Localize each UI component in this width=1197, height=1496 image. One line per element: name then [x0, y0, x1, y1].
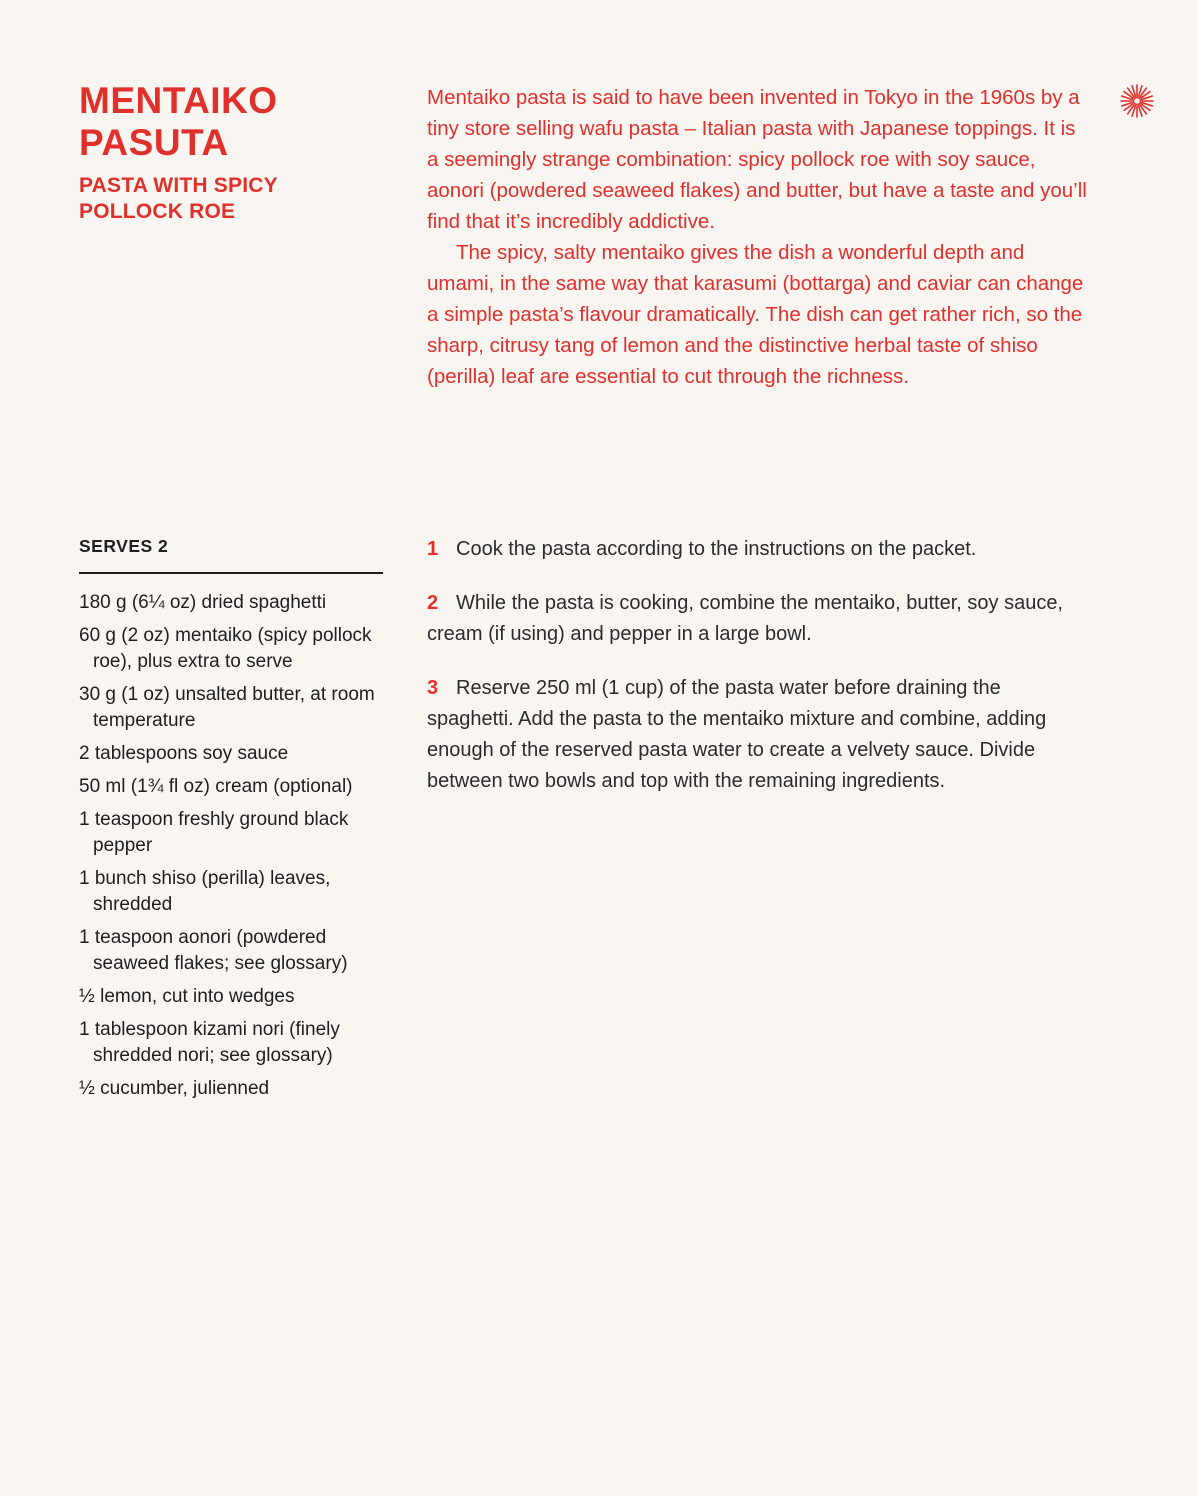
ingredient-item: 1 tablespoon kizami nori (finely shredded nori; see glossary) [79, 1019, 340, 1066]
step-number: 2 [427, 592, 439, 614]
ingredient-item: 1 teaspoon freshly ground black pepper [79, 809, 349, 856]
step-text: While the pasta is cooking, combine the mentaiko, butter, soy sauce, cream (if using) and pepper in a large bowl. [427, 592, 1063, 645]
ingredient-item: 180 g (6¼ oz) dried spaghetti [79, 592, 327, 613]
intro-paragraph: The spicy, salty mentaiko gives the dish a wonderful depth and umami, in the same way that karasumi (bottarga) and caviar can change a simple pasta’s flavour dramatically. The dish can get rather rich, so the sharp, citrusy tang of lemon and the distinctive herbal taste of shiso (perilla) leaf are essential to cut through the richness. [427, 241, 1084, 388]
ingredient-item: ½ lemon, cut into wedges [79, 986, 295, 1007]
recipe-subtitle-line: POLLOCK ROE [79, 200, 236, 223]
starburst-icon [1120, 84, 1154, 118]
ingredient-item: 1 teaspoon aonori (powdered seaweed flakes; see glossary) [79, 927, 348, 974]
method-step [427, 588, 1077, 650]
ingredient-item: ½ cucumber, julienned [79, 1078, 270, 1099]
ingredient-list [79, 590, 389, 1109]
method-steps [427, 534, 1077, 820]
step-text: Cook the pasta according to the instructions on the packet. [456, 538, 977, 560]
serves-label: SERVES 2 [79, 536, 169, 556]
ingredient-item: 2 tablespoons soy sauce [79, 743, 289, 764]
step-number: 3 [427, 677, 439, 699]
recipe-subtitle [79, 173, 379, 225]
divider [79, 572, 383, 574]
ingredient-item: 50 ml (1¾ fl oz) cream (optional) [79, 776, 353, 797]
ingredient-item: 60 g (2 oz) mentaiko (spicy pollock roe), plus extra to serve [79, 625, 372, 672]
ingredient-item: 30 g (1 oz) unsalted butter, at room temperature [79, 684, 375, 731]
recipe-subtitle-line: PASTA WITH SPICY [79, 174, 278, 197]
intro-paragraph: Mentaiko pasta is said to have been invented in Tokyo in the 1960s by a tiny store selling wafu pasta – Italian pasta with Japanese toppings. It is a seemingly strange combination: spicy pollock roe with soy sauce, aonori (powdered seaweed flakes) and butter, but have a taste and you’ll find that it’s incredibly addictive. [427, 86, 1087, 233]
recipe-title [79, 80, 399, 164]
recipe-title-line: PASUTA [79, 122, 229, 163]
method-step [427, 673, 1077, 797]
step-text: Reserve 250 ml (1 cup) of the pasta water before draining the spaghetti. Add the pasta to the mentaiko mixture and combine, adding enough of the reserved pasta water to create a velvety sauce. Divide between two bowls and top with the remaining ingredients. [427, 677, 1047, 792]
recipe-intro [427, 82, 1087, 392]
recipe-title-line: MENTAIKO [79, 80, 278, 121]
ingredient-item: 1 bunch shiso (perilla) leaves, shredded [79, 868, 331, 915]
step-number: 1 [427, 538, 439, 560]
method-step [427, 534, 1077, 565]
